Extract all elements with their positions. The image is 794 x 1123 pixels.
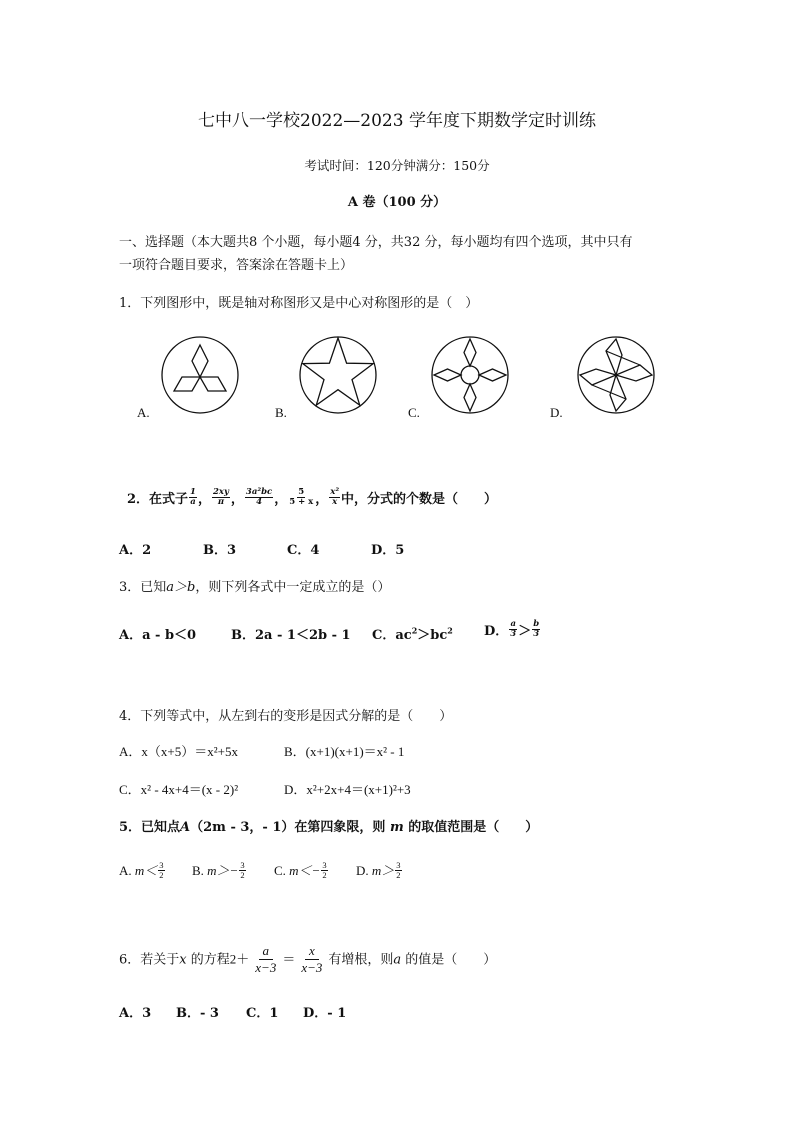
q5-option-c: C. m＜− $\frac{3}{2}$: [274, 859, 327, 880]
q1-option-a-label: A.: [137, 405, 150, 420]
q2-option-c: C．4: [287, 543, 320, 558]
q1-figure-d: [576, 335, 656, 415]
q3-option-a: A．a - b＜0: [119, 628, 197, 643]
q6-option-a: A．3: [119, 1006, 152, 1021]
q2-option-d: D．5: [371, 543, 405, 558]
q5-option-b-fraction: $\frac{3}{2}$: [240, 859, 245, 880]
part1-intro-line1: 一、选择题（本大题共8 个小题，每小题4 分，共32 分，每小题均有四个选项，其中只有: [119, 235, 633, 250]
q4-option-c: C．x² - 4x+4＝(x - 2)²: [119, 782, 239, 797]
q5-option-c-fraction: $\frac{3}{2}$: [322, 859, 327, 880]
q2-stem: 2．在式子 $\frac{1}{a}$ ， $\frac{2xy}{\pi}$ ， $\frac{\text{3a²bc}}{4}$ ， $\frac{5}{5 + x}$ ， $\frac{\text{x²}}{x}$ 中，分式的个数是（ ）: [127, 487, 498, 507]
q6-fraction-2: $\frac{x}{x-3}$: [301, 943, 323, 976]
q1-stem: 1．下列图形中，既是轴对称图形又是中心对称图形的是（ ）: [119, 296, 479, 311]
q1-option-c-label: C.: [408, 405, 420, 420]
q6-var-a: a: [393, 952, 402, 968]
q1-option-d-label: D.: [550, 405, 563, 420]
section-heading: A 卷（100 分）: [347, 195, 447, 210]
q6-stem: 6．若关于x 的方程2＋ $\frac{a}{x-3}$ ＝ $\frac{x}{x-3}$ 有增根，则a 的值是（ ）: [119, 943, 497, 976]
q5-stem: 5．已知点A（2m - 3，- 1）在第四象限，则 m 的取值范围是（ ）: [119, 820, 539, 835]
q4-option-a: A．x（x+5）＝x²+5x: [119, 744, 238, 759]
q2-fraction-5: $\frac{\text{x²}}{x}$: [330, 487, 340, 507]
part1-intro-line2: 一项符合题目要求，答案涂在答题卡上）: [119, 258, 354, 273]
q2-option-a: A．2: [119, 543, 152, 558]
exam-info: 考试时间：120分钟满分：150分: [304, 158, 490, 173]
q6-option-b: B．- 3: [176, 1006, 219, 1021]
q2-fraction-2: $\frac{2xy}{\pi}$: [212, 487, 229, 507]
q3-option-c: C．$ac^2>bc^2$: [372, 625, 453, 643]
q2-fraction-4: $\frac{5}{5 + x}$: [289, 487, 314, 507]
q2-suffix: 中，分式的个数是（ ）: [341, 492, 498, 507]
q1-figure-b: [298, 335, 378, 415]
q3-option-d-fraction-1: $\frac{a}{3}$: [510, 619, 517, 639]
q6-fraction-1: $\frac{a}{x-3}$: [255, 943, 277, 976]
q6-option-d: D．- 1: [303, 1006, 347, 1021]
q4-option-b: B．(x+1)(x+1)＝x² - 1: [284, 744, 405, 759]
q4-stem: 4．下列等式中，从左到右的变形是因式分解的是（ ）: [119, 709, 453, 724]
q5-point: A: [180, 820, 191, 835]
q2-fraction-3: $\frac{\text{3a²bc}}{4}$: [245, 487, 273, 507]
q5-option-b: B. m＞− $\frac{3}{2}$: [192, 859, 245, 880]
q5-option-a: A. m＜ $\frac{3}{2}$: [119, 859, 164, 880]
q2-prefix: 2．在式子: [127, 492, 189, 507]
q4-option-d: D．x²+2x+4＝(x+1)²+3: [284, 782, 411, 797]
q6-var-x: x: [179, 952, 187, 968]
page-title: 七中八一学校2022—2023 学年度下期数学定时训练: [198, 111, 596, 131]
q3-condition: a＞b: [166, 580, 196, 595]
q5-var: m: [389, 820, 404, 835]
q1-figure-a: [160, 335, 240, 415]
q3-option-d-fraction-2: $\frac{b}{3}$: [533, 619, 540, 639]
q5-option-d-fraction: $\frac{3}{2}$: [396, 859, 401, 880]
q6-option-c: C．1: [246, 1006, 279, 1021]
q2-option-b: B．3: [203, 543, 237, 558]
q5-option-a-fraction: $\frac{3}{2}$: [159, 859, 164, 880]
q1-figure-c: [430, 335, 510, 415]
q3-option-b: B．2a - 1＜2b - 1: [231, 628, 351, 643]
q3-stem: 3．已知a＞b，则下列各式中一定成立的是（）: [119, 580, 391, 595]
q3-option-d: D． $\frac{a}{3}$ ＞ $\frac{b}{3}$: [484, 619, 540, 639]
q5-option-d: D. m＞ $\frac{3}{2}$: [356, 859, 401, 880]
q2-fraction-1: $\frac{1}{a}$: [190, 487, 196, 507]
q1-option-b-label: B.: [275, 405, 287, 420]
